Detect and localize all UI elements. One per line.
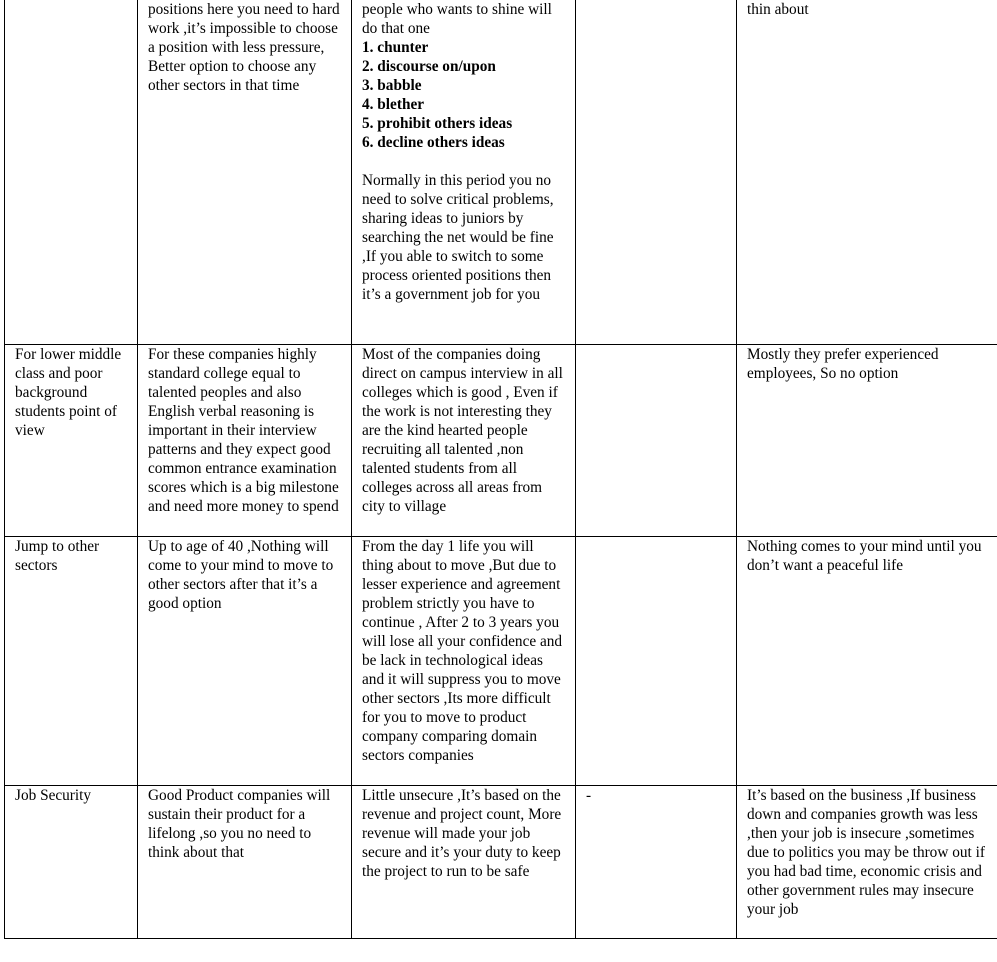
table-cell [737,0,997,345]
table-cell [138,537,352,786]
cell-text: people who wants to shine will do that one [362,1,552,37]
table-cell [352,0,576,345]
list-item: 1. chunter [362,39,429,56]
cell-text: Normally in this period you no need to solve critical problems, sharing ideas to juniors by searching the net would be fine [362,172,554,246]
table-cell [576,345,737,537]
table-cell [138,0,352,345]
table-row [5,345,997,537]
list-item: 3. babble [362,77,422,94]
list-item: 5. prohibit others ideas [362,115,513,132]
table-cell [737,786,997,939]
table-cell [138,345,352,537]
cell-text: Good Product companies will sustain their product for a lifelong ,so you no need to think about that [148,787,331,861]
list-item: 2. discourse on/upon [362,58,496,75]
table-row [5,786,997,939]
table-row [5,0,997,345]
cell-text: Most of the companies doing direct on campus interview in all colleges which is good , Even if the work is not interesting they are the kind hearted people recruiting all talented ,non talented students from all colleges across all areas from city to village [362,346,563,515]
list-item: 6. decline others ideas [362,134,505,151]
row-header-cell [5,537,138,786]
table-cell [576,537,737,786]
table-cell [737,345,997,537]
cell-text: Mostly they prefer experienced employees, So no option [747,346,939,382]
cell-text: thin about [747,1,809,18]
row-header-cell [5,345,138,537]
table-cell [576,0,737,345]
row-header-cell [5,786,138,939]
list-item: 4. blether [362,96,425,113]
table-cell [138,786,352,939]
row-header-text: Jump to other sectors [15,538,100,574]
row-header-text: For lower middle class and poor background students point of view [15,346,122,439]
cell-text: For these companies highly standard college equal to talented peoples and also English verbal reasoning is important in their interview patterns and they expect good common entrance examination scores which is a big milestone and need more money to spend [148,346,339,515]
table-cell [737,537,997,786]
table-row [5,537,997,786]
table-cell [576,786,737,939]
spacer [362,152,565,171]
cell-text: Nothing comes to your mind until you don’t want a peaceful life [747,538,982,574]
row-header-text: Job Security [15,787,92,804]
cell-text: - [586,787,592,804]
row-header-cell [5,0,138,345]
cell-text: ,If you able to switch to some process oriented positions then it’s a government job for you [362,248,552,303]
cell-text: Little unsecure ,It’s based on the revenue and project count, More revenue will made your job secure and it’s your duty to keep the project to run to be safe [362,787,562,880]
cell-text: It’s based on the business ,If business down and companies growth was less ,then your job is insecure ,sometimes due to politics you may be throw out if you had bad time, economic crisis and other government rules may insecure your job [747,787,985,918]
table-cell [352,786,576,939]
cell-text: From the day 1 life you will thing about to move ,But due to lesser experience and agreement problem strictly you have to continue , After 2 to 3 years you will lose all your confidence and be lack in technological ideas and it will suppress you to move other sectors ,Its more difficult for you to move to product company comparing domain sectors companies [362,538,563,764]
cell-text: Up to age of 40 ,Nothing will come to your mind to move to other sectors after that it’s a good option [148,538,334,612]
table-cell [352,345,576,537]
table-cell [352,537,576,786]
comparison-table [4,0,997,939]
cell-text: positions here you need to hard work ,it’s impossible to choose a position with less pressure, Better option to choose any other sectors in that time [148,1,340,94]
